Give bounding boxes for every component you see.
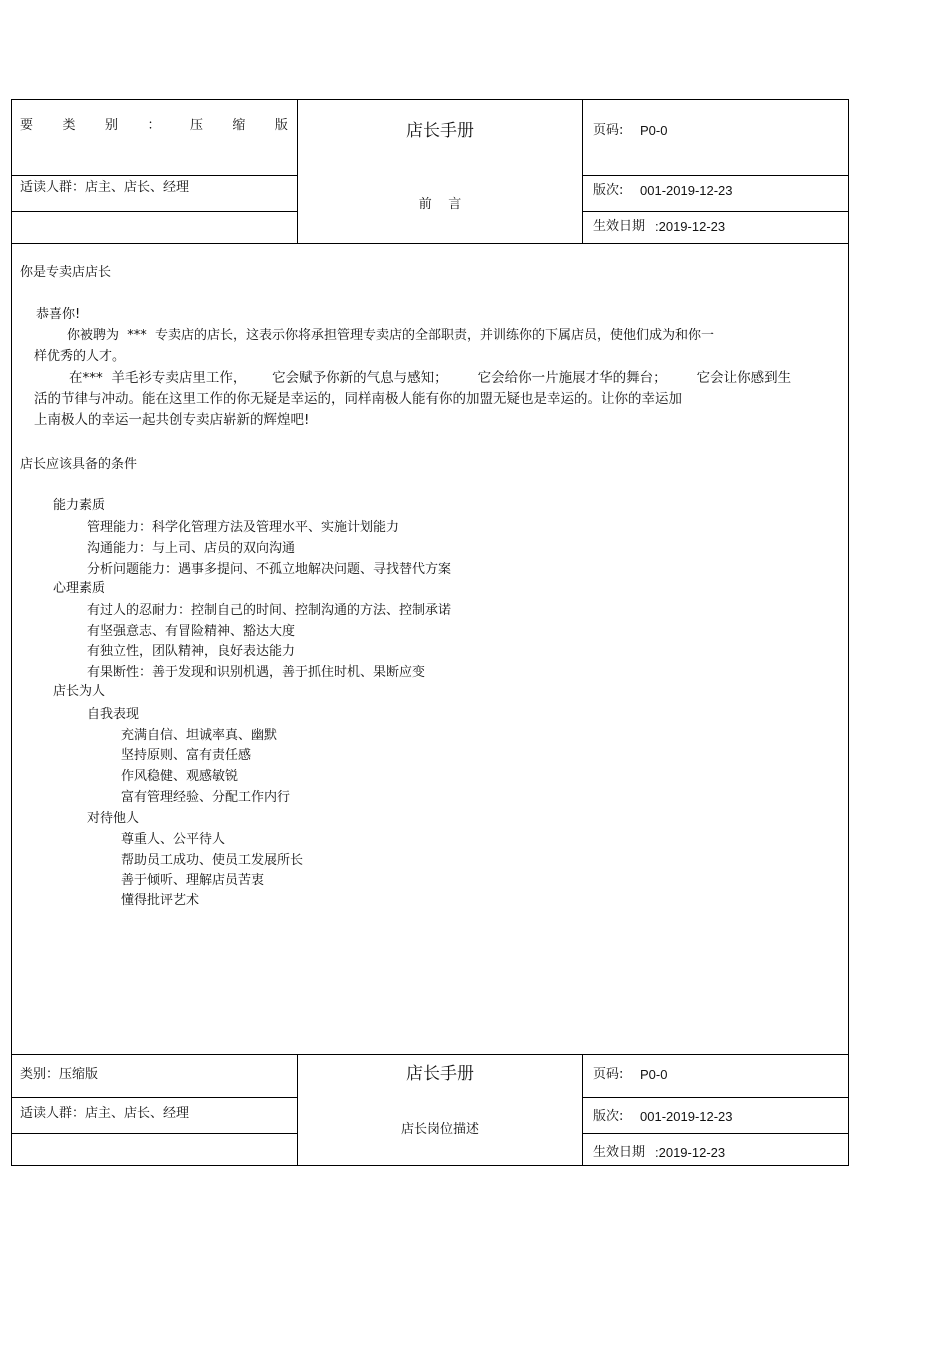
header-section: 前 言: [418, 197, 462, 212]
list-item: 善于倾听、理解店员苦衷: [121, 873, 265, 888]
header-category-char: 类: [62, 118, 76, 133]
header-version-value: 001-2019-12-23: [640, 183, 733, 198]
header-category-char: 压: [189, 118, 203, 133]
paragraph-2-line-2: 活的节律与冲动。能在这里工作的你无疑是幸运的，同样南极人能有你的加盟无疑也是幸运的。让你的幸运加: [34, 391, 682, 407]
footer-effective-value: :2019-12-23: [655, 1145, 726, 1160]
header-readers: 适读人群：店主、店长、经理: [20, 180, 190, 195]
list-item: 对待他人: [87, 811, 140, 826]
list-item: 沟通能力：与上司、店员的双向沟通: [87, 541, 296, 556]
footer-section: 店长岗位描述: [400, 1122, 479, 1137]
header-category-char: ：: [147, 118, 161, 133]
header-page-label: 页码:: [593, 123, 624, 138]
header-version-label: 版次:: [593, 183, 624, 198]
list-item: 分析问题能力：遇事多提问、不孤立地解决问题、寻找替代方案: [87, 562, 452, 577]
list-item: 坚持原则、富有责任感: [121, 748, 252, 763]
list-item: 心理素质: [53, 581, 106, 596]
list-item: 帮助员工成功、使员工发展所长: [121, 853, 304, 868]
header-effective-label: 生效日期: [593, 219, 646, 234]
list-item: 店长为人: [53, 684, 106, 699]
paragraph-1-line-1: 你被聘为 *** 专卖店的店长，这表示你将承担管理专卖店的全部职责，并训练你的下属店员，使他们成为和你一: [67, 328, 715, 343]
header-category: [20, 119, 288, 132]
list-item: 作风稳健、观感敏锐: [121, 769, 239, 784]
paragraph-2-line-1: 在*** 羊毛衫专卖店里工作， 它会赋予你新的气息与感知； 它会给你一片施展才华的舞台； 它会让你感到生: [69, 370, 792, 386]
list-item: 尊重人、公平待人: [121, 832, 226, 847]
list-item: 有过人的忍耐力：控制自己的时间、控制沟通的方法、控制承诺: [87, 603, 452, 618]
footer-page-value: P0-0: [640, 1067, 668, 1082]
header-category-char: 要: [20, 118, 34, 133]
list-item: 有果断性：善于发现和识别机遇，善于抓住时机、果断应变: [87, 665, 426, 680]
header-category-char: 缩: [232, 118, 246, 133]
header-title: 店长手册: [406, 121, 474, 141]
heading-conditions: 店长应该具备的条件: [20, 457, 138, 472]
footer-effective-label: 生效日期: [593, 1145, 646, 1160]
header-category-char: 别: [104, 118, 118, 133]
footer-readers: 适读人群：店主、店长、经理: [20, 1106, 190, 1121]
list-item: 自我表现: [87, 707, 140, 722]
paragraph-1-line-2: 样优秀的人才。: [34, 349, 126, 364]
header-category-char: 版: [274, 118, 288, 133]
list-item: 有坚强意志、有冒险精神、豁达大度: [87, 624, 296, 639]
list-item: 管理能力：科学化管理方法及管理水平、实施计划能力: [87, 520, 400, 535]
list-item: 懂得批评艺术: [121, 893, 200, 908]
list-item: 能力素质: [53, 498, 106, 513]
footer-version-label: 版次:: [593, 1109, 624, 1124]
footer-version-value: 001-2019-12-23: [640, 1109, 733, 1124]
header-effective-value: :2019-12-23: [655, 219, 726, 234]
list-item: 充满自信、坦诚率真、幽默: [121, 728, 278, 743]
list-item: 有独立性，团队精神，良好表达能力: [87, 644, 296, 659]
footer-category: 类别：压缩版: [20, 1067, 99, 1082]
list-item: 富有管理经验、分配工作内行: [121, 790, 291, 805]
congrats-text: 恭喜你!: [36, 307, 81, 322]
header-page-value: P0-0: [640, 123, 668, 138]
footer-title: 店长手册: [406, 1064, 474, 1084]
paragraph-2-line-3: 上南极人的幸运一起共创专卖店崭新的辉煌吧!: [34, 412, 310, 428]
footer-page-label: 页码:: [593, 1067, 624, 1082]
heading-store-manager: 你是专卖店店长: [20, 265, 112, 280]
